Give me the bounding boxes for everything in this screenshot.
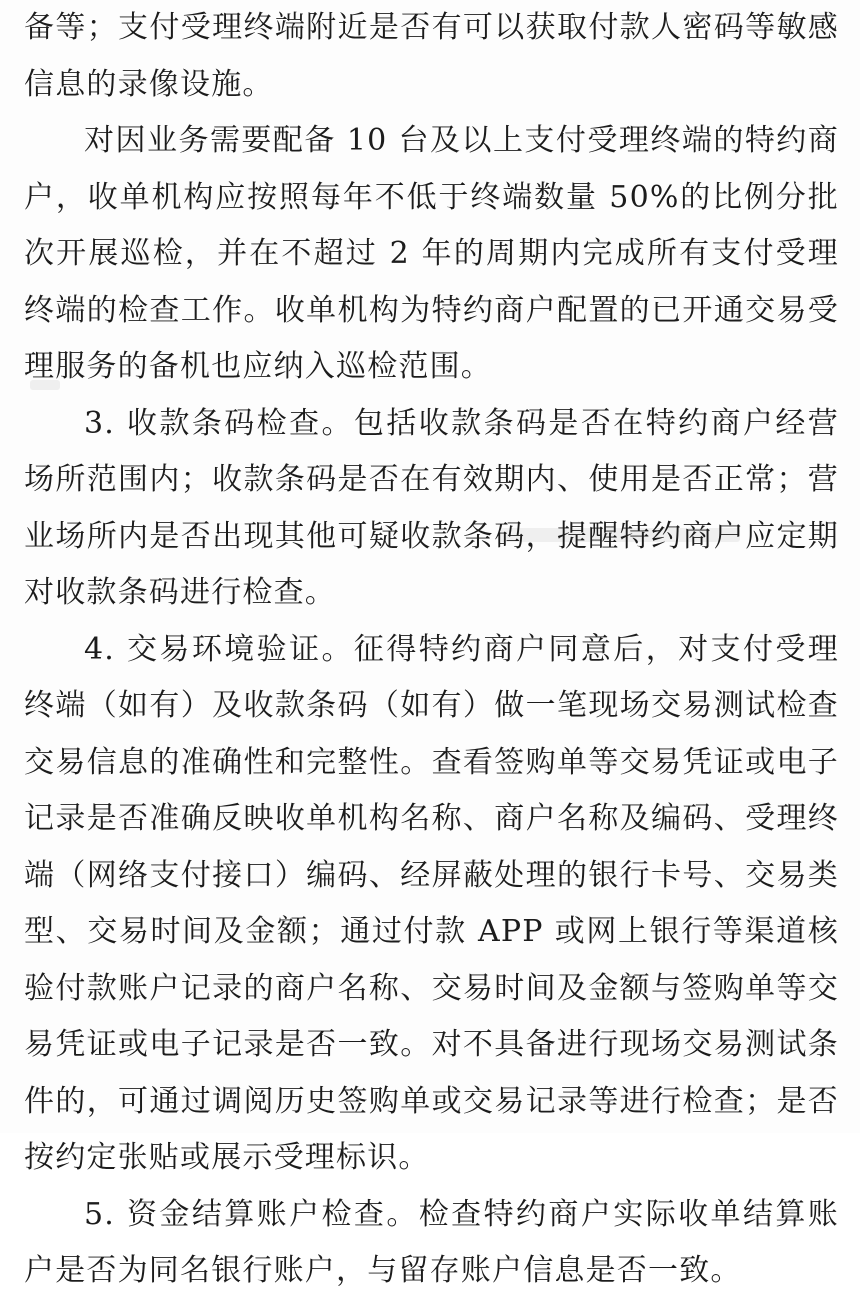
document-body — [24, 0, 839, 1300]
paragraph: 5. 资金结算账户检查。检查特约商户实际收单结算账户是否为同名银行账户，与留存账户信息是否一致。 — [24, 1196, 839, 1288]
paragraph: 对因业务需要配备 10 台及以上支付受理终端的特约商户，收单机构应按照每年不低于终端数量 50%的比例分批次开展巡检，并在不超过 2 年的周期内完成所有支付受理终端的检查工作。收单机构为特约商户配置的已开通交易受理服务的备机也应纳入巡检范围。 — [24, 123, 839, 384]
paragraph: 备等；支付受理终端附近是否有可以获取付款人密码等敏感信息的录像设施。 — [24, 10, 839, 102]
paragraph: 4. 交易环境验证。征得特约商户同意后，对支付受理终端（如有）及收款条码（如有）做一笔现场交易测试检查交易信息的准确性和完整性。查看签购单等交易凭证或电子记录是否准确反映收单机构名称、商户名称及编码、受理终端（网络支付接口）编码、经屏蔽处理的银行卡号、交易类型、交易时间及金额；通过付款 APP 或网上银行等渠道核验付款账户记录的商户名称、交易时间及金额与签购单等交易凭证或电子记录是否一致。对不具备进行现场交易测试条件的，可通过调阅历史签购单或交易记录等进行检查；是否按约定张贴或展示受理标识。 — [24, 631, 839, 1175]
paragraph: 3. 收款条码检查。包括收款条码是否在特约商户经营场所范围内；收款条码是否在有效期内、使用是否正常；营业场所内是否出现其他可疑收款条码，提醒特约商户应定期对收款条码进行检查。 — [24, 405, 839, 610]
